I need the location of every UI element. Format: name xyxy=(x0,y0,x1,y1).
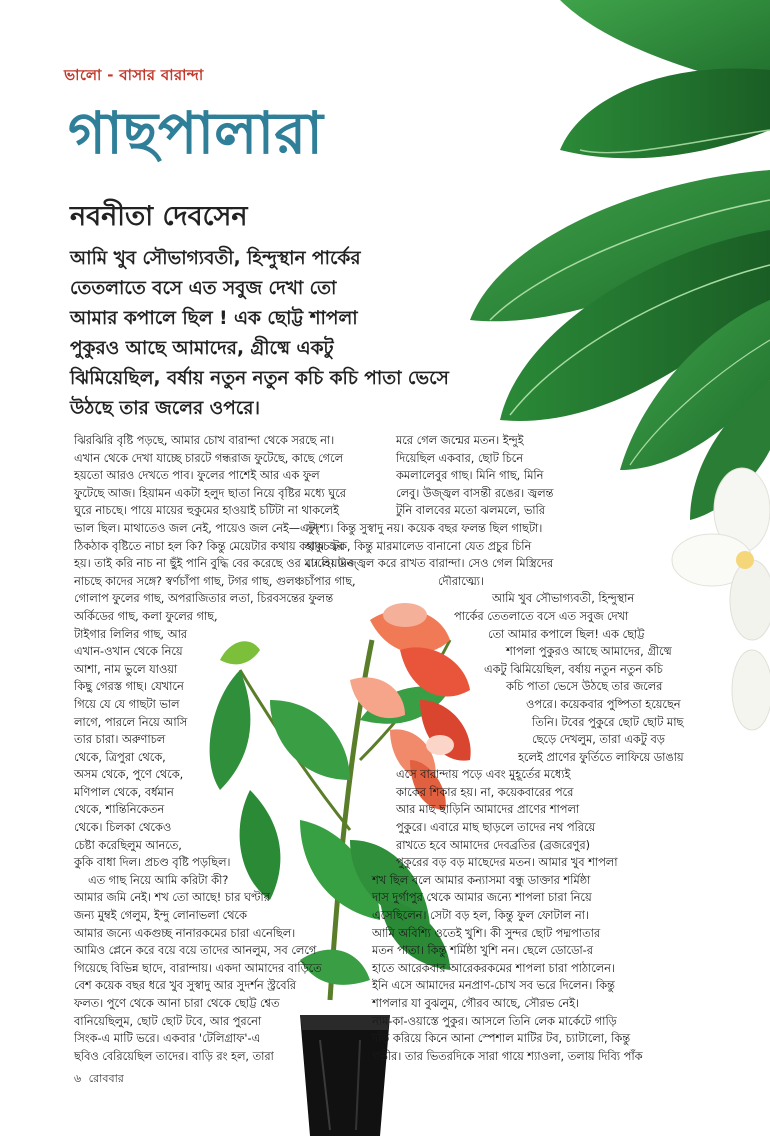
body-line: আর মাছ ছাড়িনি আমাদের প্রাণের শাপলা xyxy=(396,803,580,817)
body-line: মতন পাতা। কিন্তু শর্মিষ্ঠা খুশি নন। ছেলে ডোডো-র xyxy=(372,944,593,958)
body-line: এসেছিলেন। সেটা বড় হল, কিন্তু ফুল ফোটাল না। xyxy=(372,909,589,923)
body-line: ঢেলে। উজ্জ্বল করে রাখত বারান্দা। সেও গেল মিস্ত্রিদের xyxy=(306,557,554,571)
body-line: আশা, নাম ভুলে যাওয়া xyxy=(74,662,178,676)
body-line: চেষ্টা করেছিলুম আনতে, xyxy=(74,838,182,852)
body-line: এত গাছ নিয়ে আমি করিটা কী? xyxy=(88,873,229,887)
body-line: দাস দুর্গাপুর থেকে আমার জন্যে শাপলা চারা নিয়ে xyxy=(372,891,592,905)
body-line: আমি অবিশ্যি ওতেই খুশি। কী সুন্দর ছোট পদ্মপাতার xyxy=(372,926,601,940)
article-title: গাছপালারা xyxy=(68,99,323,167)
body-line: গভীর। তার ভিতরদিকে সারা গায়ে শ্যাওলা, তলায় দিব্যি পাঁক xyxy=(372,1049,643,1063)
body-line: সুদৃশ্য। কিন্তু সুস্বাদু নয়। কয়েক বছর ফলন্ত ছিল গাছটা। xyxy=(306,521,543,535)
body-line: কুকি বাধা দিল। প্রচণ্ড বৃষ্টি পড়ছিল। xyxy=(74,856,231,870)
body-line: শাপলার যা বুঝলুম, গৌরব আছে, সৌরভ নেই। xyxy=(372,997,580,1010)
body-line: ওপরে। কয়েকবার পুষ্পিতা হয়েছেন xyxy=(526,697,681,711)
body-line: অর্কিডের গাছ, কলা ফুলের গাছ, xyxy=(74,609,218,623)
body-line: গিয়েছে বিভিন্ন ছাদে, বারান্দায়। একদা আমাদের বাড়িতে xyxy=(74,961,322,975)
body-line: হয়তো আরও দেখতে পাব। ফুলের পাশেই আর এক ফুল xyxy=(74,469,320,483)
body-line: কিছু গেরস্ত গাছ। যেখানে xyxy=(74,680,184,694)
body-line: আমার জন্যে একগুচ্ছ নানারকমের চারা এনেছিল। xyxy=(74,926,296,940)
body-line: ছেড়ে দেখলুম, তারা একটু বড় xyxy=(532,733,665,747)
body-line: গিয়ে যে যে গাছটা ভাল xyxy=(74,697,180,711)
body-line: সিংক-এ মাটি ভরে। একবার 'টেলিগ্রাফ'-এ xyxy=(74,1032,261,1046)
publication-name: রোববার xyxy=(88,1072,124,1085)
intro-line: ঝিমিয়েছিল, বর্ষায় নতুন নতুন কচি কচি পাতা ভেসে xyxy=(70,368,449,389)
page-number: ৬ xyxy=(74,1072,82,1085)
page-footer xyxy=(74,1070,124,1089)
body-line: তো আমার কপালে ছিল! এক ছোট্ট xyxy=(488,627,645,641)
body-line: পুকুরে। এবারে মাছ ছাড়লে তাদের নথ পরিয়ে xyxy=(396,821,596,835)
body-line: আমি খুব সৌভাগ্যবতী, হিন্দুস্থান xyxy=(492,592,635,606)
body-line: পার্কের তেতলাতে বসে এত সবুজ দেখা xyxy=(454,609,629,623)
body-line: হাতে আরেকবার আরেকরকমের শাপলা চারা পাঠালেন। xyxy=(372,961,615,975)
body-line: একটু ঝিমিয়েছিল, বর্ষায় নতুন নতুন কচি xyxy=(484,662,663,676)
intro-paragraph xyxy=(70,244,520,424)
body-line: ঝিরঝিরি বৃষ্টি পড়ছে, আমার চোখ বারান্দা থেকে সরছে না। xyxy=(74,434,335,447)
body-line: এসে বারান্দায় পড়ে এবং মুহূর্তের মধ্যেই xyxy=(396,768,571,782)
body-line: শখ ছিল বলে আমার কন্যাসমা বন্ধু ডাক্তার শর্মিষ্ঠা xyxy=(372,873,591,887)
body-line: বেশ কয়েক বছর ধরে খুব সুস্বাদু আর সুদর্শন স্ট্রবেরি xyxy=(74,979,297,993)
body-line: তার চারা। অরুণাচল xyxy=(74,733,166,747)
body-line: লেবু। উজ্জ্বল বাসন্তী রঙের। জ্বলন্ত xyxy=(396,486,554,500)
body-line: দাঁড় করিয়ে কিনে আনা স্পেশাল মাটির টব, চ্যাটালো, কিন্তু xyxy=(372,1032,631,1046)
body-line: নাচছে কাদের সঙ্গে? স্বর্ণচাঁপা গাছ, টগর গাছ, গুলঞ্চচাঁপার গাছ, xyxy=(74,574,356,588)
intro-line: আমার কপালে ছিল ! এক ছোট্ট শাপলা xyxy=(70,308,358,329)
body-column-right xyxy=(306,432,684,1065)
frangipani-flower-illustration xyxy=(672,468,770,730)
body-line: টাইগার লিলির গাছ, আর xyxy=(74,627,187,641)
body-line: শাপলা পুকুরও আছে আমাদের, গ্রীষ্মে xyxy=(506,645,672,659)
body-line: হলেই প্রাণের ফুর্তিতে লাফিয়ে ডাঙায় xyxy=(518,750,684,764)
body-line: হয়। তাই করি নাচ না ছুঁই পানি বুদ্ধি বের করেছে ওর মা। হিয়ামন xyxy=(74,557,354,571)
body-line: টুনি বালবের মতো ঝলমলে, ভারি xyxy=(396,504,546,518)
body-line: এখান-ওখান থেকে নিয়ে xyxy=(74,645,183,659)
body-line: ফুটেছে আজ। হিয়ামন একটা হলুদ ছাতা নিয়ে বৃষ্টির মধ্যে ঘুরে xyxy=(74,486,347,500)
body-line: কমলালেবুর গাছ। মিনি গাছ, মিনি xyxy=(396,469,544,483)
intro-line: তেতলাতে বসে এত সবুজ দেখা তো xyxy=(70,278,337,299)
body-line: আমার জমি নেই। শখ তো আছে! চার ঘণ্টার xyxy=(74,891,270,905)
body-line: তিনি। টবের পুকুরে ছোট ছোট মাছ xyxy=(532,715,684,729)
body-line: হাকুচ টক, কিন্তু মারমালেড বানানো যেত প্রচুর চিনি xyxy=(306,539,532,553)
body-line: কচি পাতা ভেসে উঠছে তার জলের xyxy=(506,680,663,694)
body-line: জন্য মুম্বই গেলুম, ইন্দু লোনাভলা থেকে xyxy=(74,909,247,923)
body-line: দিয়েছিল একবার, ছোট চিনে xyxy=(396,451,523,465)
body-line: পুকুরের বড় বড় মাছেদের মতন। আমার খুব শাপলা xyxy=(396,856,618,870)
intro-line: পুকুরও আছে আমাদের, গ্রীষ্মে একটু xyxy=(70,338,334,359)
body-line: লাগে, পারলে নিয়ে আসি xyxy=(74,715,188,729)
body-line: থেকে, ত্রিপুরা থেকে, xyxy=(74,750,166,764)
body-line: ইনি এসে আমাদের মনপ্রাণ-চোখ সব ভরে দিলেন। কিন্তু xyxy=(372,979,615,993)
body-line: এখান থেকে দেখা যাচ্ছে চারটে গন্ধরাজ ফুটেছে, কাছে গেলে xyxy=(74,451,343,465)
author-name: নবনীতা দেবসেন xyxy=(70,201,248,232)
intro-line: উঠছে তার জলের ওপরে। xyxy=(70,398,261,419)
body-line: ঘুরে নাচছে। পায়ে মায়ের হুকুমের হাওয়াই চটিটা না থাকলেই xyxy=(74,504,339,518)
body-line: ঠিকঠাক বৃষ্টিতে নাচা হল কি? কিন্তু মেয়েটার কথায় কথায় জ্বর xyxy=(74,539,344,553)
body-line: কাকের শিকার হয়। না, কয়েকবারের পরে xyxy=(396,785,574,799)
body-line: রাখতে হবে আমাদের দেবব্রতির (ব্রজরেণুর) xyxy=(396,838,590,852)
body-line: থেকে। চিলকা থেকেও xyxy=(74,821,172,835)
body-line: থেকে, শান্তিনিকেতন xyxy=(74,803,165,817)
body-line: ভাল ছিল। মাথাতেও জল নেই, পায়েও জল নেই—এটা xyxy=(74,521,319,535)
body-line: দৌরাত্ম্যে। xyxy=(438,574,484,588)
intro-line: আমি খুব সৌভাগ্যবতী, হিন্দুস্থান পার্কের xyxy=(70,248,361,269)
body-line: নাম-কা-ওয়াস্তে পুকুর। আসলে তিনি লেক মার্কেটে গাড়ি xyxy=(372,1014,617,1028)
body-line: অসম থেকে, পুণে থেকে, xyxy=(74,768,184,782)
body-line: আমিও প্লেনে করে বয়ে বয়ে তাদের আনলুম, সব লেগে xyxy=(74,944,317,958)
body-line: বানিয়েছিলুম, ছোট ছোট টবে, আর পুরনো xyxy=(74,1014,262,1028)
section-label: ভালো - বাসার বারান্দা xyxy=(64,66,204,84)
body-line: মণিপাল থেকে, বর্ধমান xyxy=(74,785,174,799)
body-line: মরে গেল জন্মের মতন। ইন্দুই xyxy=(396,434,524,447)
body-line: ফলত। পুণে থেকে আনা চারা থেকে ছোট্ট শ্বেত xyxy=(74,997,280,1010)
body-line: গোলাপ ফুলের গাছ, অপরাজিতার লতা, চিরবসন্তের ফুলন্ত xyxy=(74,592,334,606)
body-line: ছবিও বেরিয়েছিল তাদের। বাড়ি রং হল, তারা xyxy=(74,1049,274,1063)
